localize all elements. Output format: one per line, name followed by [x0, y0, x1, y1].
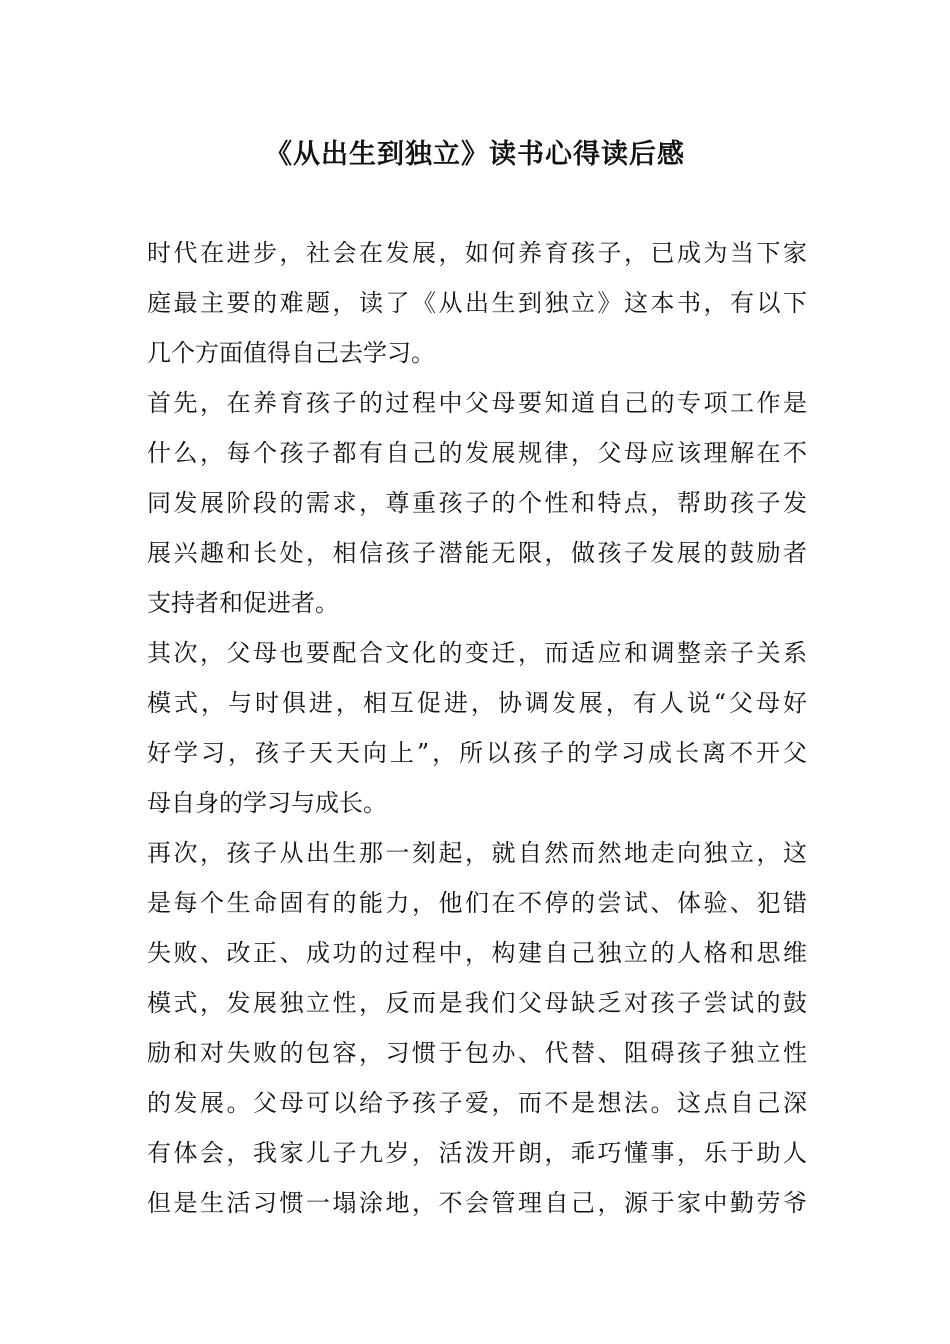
- text-line: 庭最主要的难题，读了《从出生到独立》这本书，有以下: [147, 289, 807, 317]
- text-line: 首先，在养育孩子的过程中父母要知道自己的专项工作是: [147, 389, 807, 417]
- text-line: 失败、改正、成功的过程中，构建自己独立的人格和思维: [147, 939, 807, 967]
- text-line: 展兴趣和长处，相信孩子潜能无限，做孩子发展的鼓励者: [147, 539, 807, 567]
- text-line: 励和对失败的包容，习惯于包办、代替、阻碍孩子独立性: [147, 1039, 807, 1067]
- document-body: [147, 228, 807, 1228]
- document-title: 《从出生到独立》读书心得读后感: [265, 139, 685, 170]
- text-line: 时代在进步，社会在发展，如何养育孩子，已成为当下家: [147, 239, 807, 267]
- text-line: 的发展。父母可以给予孩子爱，而不是想法。这点自己深: [147, 1089, 807, 1117]
- text-line: 其次，父母也要配合文化的变迁，而适应和调整亲子关系: [147, 639, 807, 667]
- text-line: 模式，与时俱进，相互促进，协调发展，有人说“父母好: [147, 689, 807, 717]
- text-line: 模式，发展独立性，反而是我们父母缺乏对孩子尝试的鼓: [147, 989, 807, 1017]
- text-line: 支持者和促进者。: [147, 589, 339, 617]
- text-line: 好学习，孩子天天向上”，所以孩子的学习成长离不开父: [147, 739, 807, 767]
- text-line: 同发展阶段的需求，尊重孩子的个性和特点，帮助孩子发: [147, 489, 807, 517]
- text-line: 再次，孩子从出生那一刻起，就自然而然地走向独立，这: [147, 839, 807, 867]
- text-line: 几个方面值得自己去学习。: [147, 339, 435, 367]
- text-line: 是每个生命固有的能力，他们在不停的尝试、体验、犯错: [147, 889, 807, 917]
- text-line: 但是生活习惯一塌涂地，不会管理自己，源于家中勤劳爷: [147, 1189, 807, 1217]
- text-line: 什么，每个孩子都有自己的发展规律，父母应该理解在不: [147, 439, 807, 467]
- text-line: 有体会，我家儿子九岁，活泼开朗，乖巧懂事，乐于助人: [147, 1139, 807, 1167]
- text-line: 母自身的学习与成长。: [147, 789, 387, 817]
